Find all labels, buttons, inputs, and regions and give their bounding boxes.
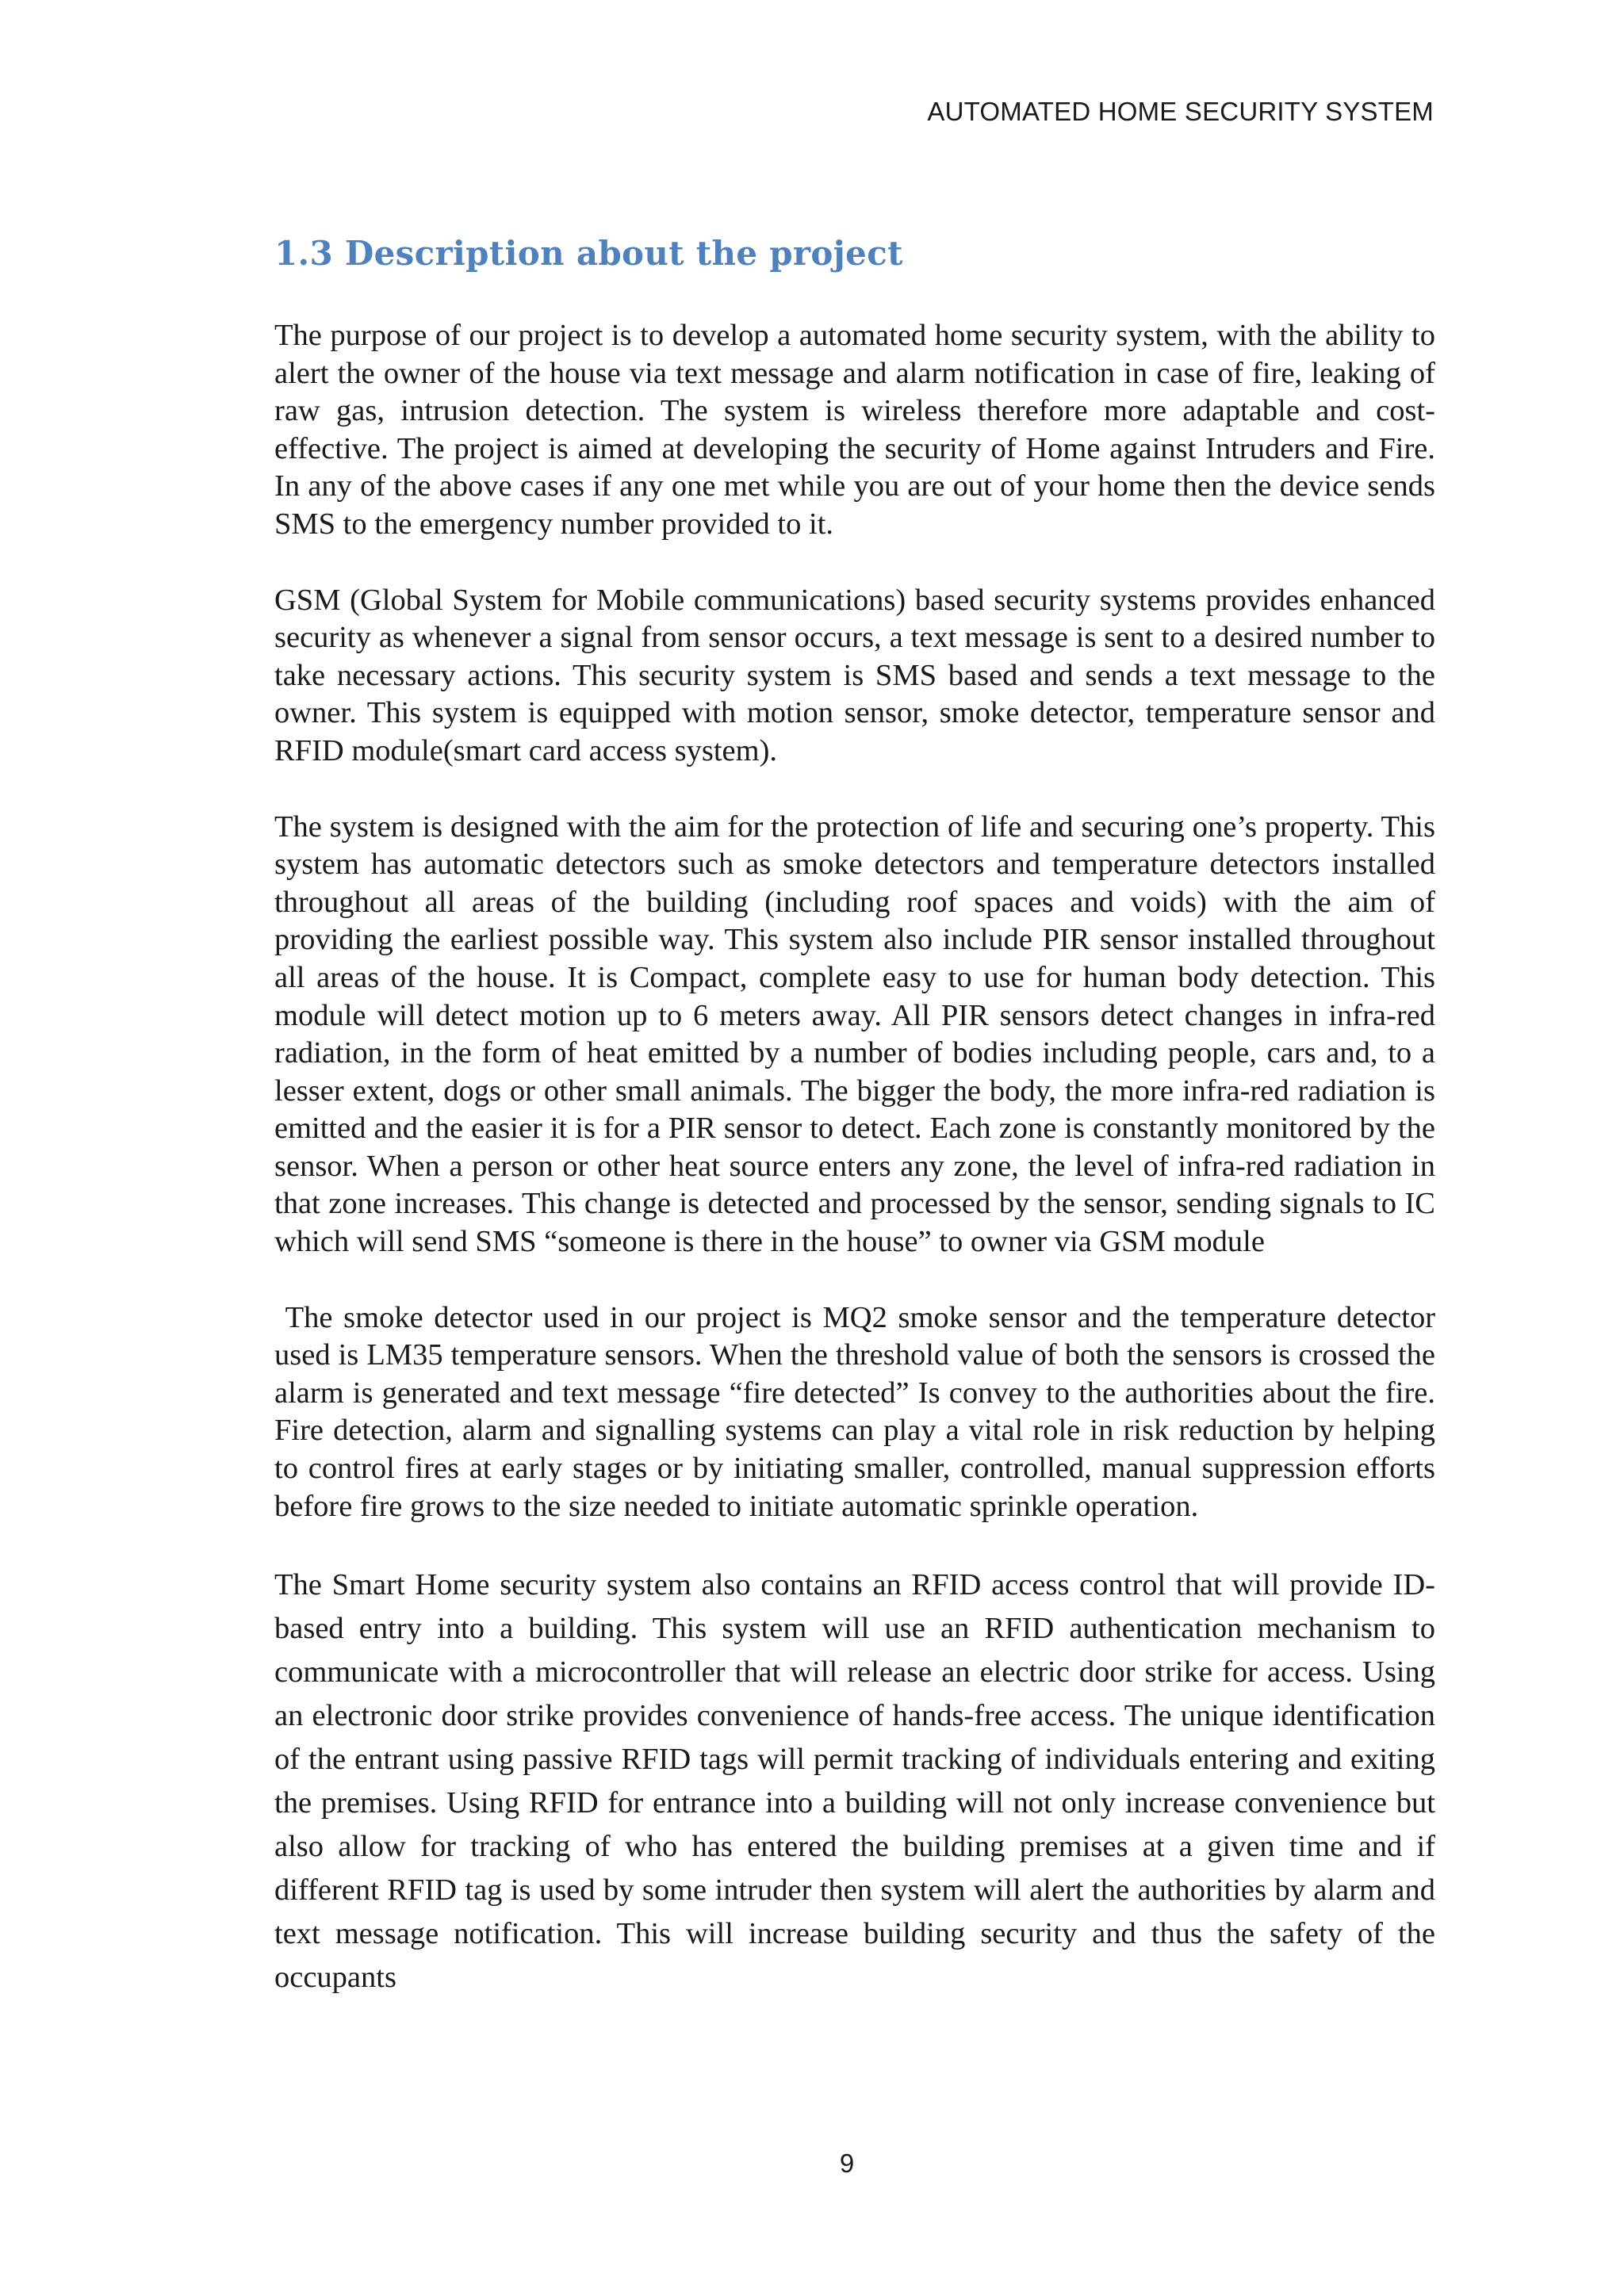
section-heading: 1.3 Description about the project xyxy=(274,234,903,273)
page-number: 9 xyxy=(839,2149,855,2178)
paragraph-rfid: The Smart Home security system also contains an RFID access control that will provide ID-based entry into a building. This system will use an RFID authentication mechanism to communicate with a microcontroller that will release an electric door strike for access. Using an electronic door strike provides convenience of hands-free access. The unique identification of the entrant using passive RFID tags will permit tracking of individuals entering and exiting the premises. Using RFID for entrance into a building will not only increase convenience but also allow for tracking of who has entered the building premises at a given time and if different RFID tag is used by some intruder then system will alert the authorities by alarm and text message notification. This will increase building security and thus the safety of the occupants xyxy=(274,1568,1435,1995)
paragraph-smoke-detector: The smoke detector used in our project is MQ2 smoke sensor and the temperature detector used is LM35 temperature sensors. When the threshold value of both the sensors is crossed the alarm is generated and text message “fire detected” Is convey to the authorities about the fire. Fire detection, alarm and signalling systems can play a vital role in risk reduction by helping to control fires at early stages or by initiating smaller, controlled, manual suppression efforts before fire grows to the size needed to initiate automatic sprinkle operation. xyxy=(274,1300,1443,1523)
paragraph-purpose: The purpose of our project is to develop a automated home security system, with the ability to alert the owner of the house via text message and alarm notification in case of fire, leaking of raw gas, intrusion detection. The system is wireless therefore more adaptable and cost-effective. The project is aimed at developing the security of Home against Intruders and Fire. In any of the above cases if any one met while you are out of your home then the device sends SMS to the emergency number provided to it. xyxy=(274,319,1435,541)
paragraph-gsm: GSM (Global System for Mobile communications) based security systems provides enhanced security as whenever a signal from sensor occurs, a text message is sent to a desired number to take necessary actions. This security system is SMS based and sends a text message to the owner. This system is equipped with motion sensor, smoke detector, temperature sensor and RFID module(smart card access system). xyxy=(274,583,1435,767)
body-text xyxy=(274,317,1443,1999)
running-header: AUTOMATED HOME SECURITY SYSTEM xyxy=(927,97,1434,126)
paragraph-system-design: The system is designed with the aim for the protection of life and securing one’s property. This system has automatic detectors such as smoke detectors and temperature detectors installed throughout all areas of the building (including roof spaces and voids) with the aim of providing the earliest possible way. This system also include PIR sensor installed throughout all areas of the house. It is Compact, complete easy to use for human body detection. This module will detect motion up to 6 meters away. All PIR sensors detect changes in infra-red radiation, in the form of heat emitted by a number of bodies including people, cars and, to a lesser extent, dogs or other small animals. The bigger the body, the more infra-red radiation is emitted and the easier it is for a PIR sensor to detect. Each zone is constantly monitored by the sensor. When a person or other heat source enters any zone, the level of infra-red radiation in that zone increases. This change is detected and processed by the sensor, sending signals to IC which will send SMS “someone is there in the house” to owner via GSM module xyxy=(274,809,1435,1259)
